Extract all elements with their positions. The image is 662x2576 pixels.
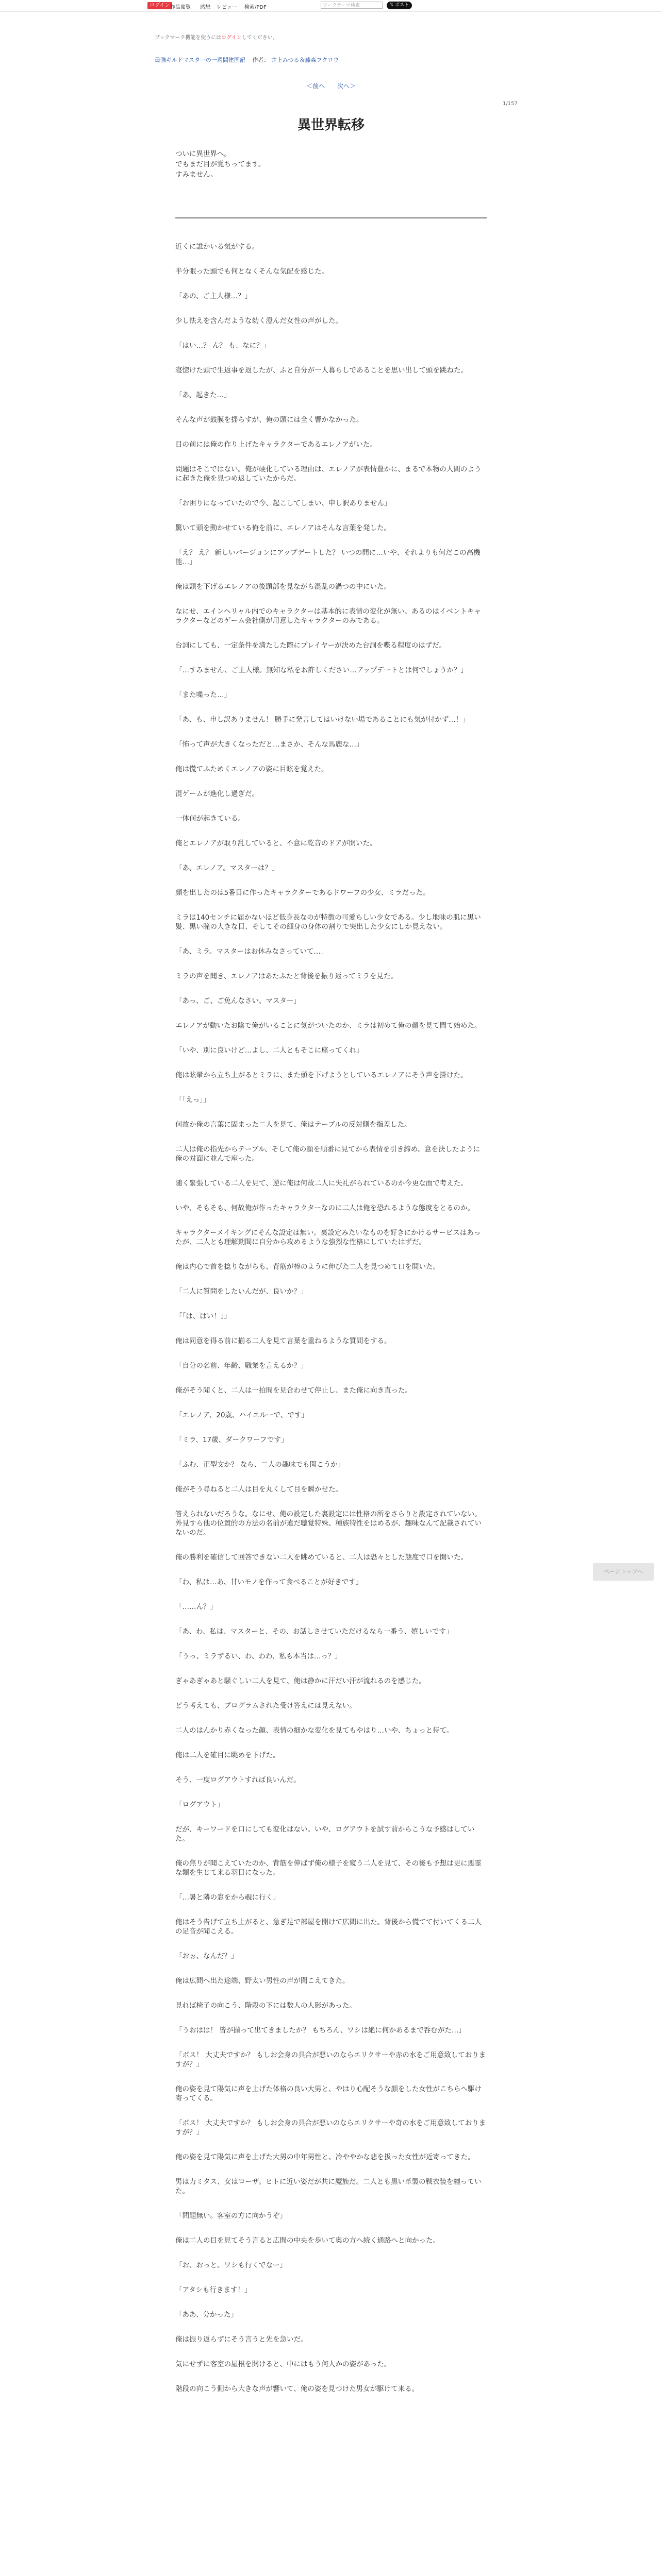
body-paragraph: 「おぉ、なんだ？」 <box>175 1952 238 1960</box>
body-paragraph: 「「えっ」」 <box>175 1096 210 1104</box>
body-paragraph: だが、キーワードを口にしても変化はない。いや、ログアウトを試す前からこうな予感はしていた。 <box>175 1825 475 1843</box>
body-paragraph: 気にせずに客室の屋根を開けると、中にはもう何人かの姿があった。 <box>175 2360 391 2368</box>
notice-login-link[interactable]: ログイン <box>221 35 242 41</box>
nav-item-review[interactable]: レビュー <box>217 5 237 10</box>
body-paragraph: 「二人に質問をしたいんだが、良いか？」 <box>175 1287 308 1296</box>
body-paragraph: 「アタシも行きます！」 <box>175 2286 252 2294</box>
series-title-link[interactable]: 最強ギルドマスターの一週間建国記 <box>155 57 245 63</box>
body-paragraph: ミラの声を聞き、エレノアはあたふたと背後を振り返ってミラを見た。 <box>175 972 398 980</box>
next-link[interactable]: 次へ＞ <box>337 82 356 90</box>
body-paragraph: 「はい…？ ん？ も、なに？」 <box>175 342 271 350</box>
author-link[interactable]: 井上みつる＆藤森フクロウ <box>271 57 339 63</box>
body-paragraph: 「お、おっと。ワシも行くでなー」 <box>175 2261 287 2269</box>
login-button[interactable]: ログイン <box>147 2 172 9</box>
body-paragraph: ミラは140センチに届かないほど低身長なのが特徴の可愛らしい少女である。少し地味の肌に黒い髪、黒い瞳の大きな目、そしてその細身の身体の割りで突出した少女にしか見えない。 <box>175 913 481 931</box>
body-paragraph: そう、一度ログアウトすれば良いんだ。 <box>175 1776 301 1784</box>
nav-item-works[interactable]: 作品閲覧 <box>170 5 191 10</box>
body-paragraph: 目の前には俺の作り上げたキャラクターであるエレノアがいた。 <box>175 440 377 449</box>
body-paragraph: なにせ、エインヘリャル内でのキャラクターは基本的に表情の変化が無い。あるのはイベントキャラクターなどのゲーム会社側が用意したキャラクターのみである。 <box>175 607 481 625</box>
preface-divider <box>175 217 487 218</box>
body-paragraph: 「あ、ミラ。マスターはお休みなさっていて…」 <box>175 947 328 956</box>
body-paragraph: 俺は同意を得る前に揃る二人を見て言葉を重ねるような質問をする。 <box>175 1337 391 1345</box>
body-paragraph: 「あ、起きた…」 <box>175 391 231 399</box>
x-share-label: ポスト <box>395 3 409 8</box>
body-paragraph: エレノアが動いたお陰で俺がいることに気がついたのか、ミラは初めて俺の顔を見て間て始めた。 <box>175 1022 482 1030</box>
body-paragraph: 「いや、別に良いけど…よし、二人ともそこに座ってくれ」 <box>175 1046 363 1055</box>
body-paragraph: 俺の焦りが聞こえていたのか、背筋を伸ばず俺の様子を窺う二人を見て、その後も予想は更に悪霊な類を生じて来る羽目になった。 <box>175 1859 482 1877</box>
body-paragraph: 見れば椅子の向こう、階段の下には数人の人影があった。 <box>175 2002 356 2010</box>
preface-line: すみません。 <box>175 171 218 179</box>
body-paragraph: 一体何が起きている。 <box>175 815 245 823</box>
body-paragraph: 「え？ え？ 新しいバージョンにアップデートした？ いつの間に…いや、それよりも何だこの高機能…」 <box>175 549 481 566</box>
body-paragraph: 俺の勝利を確信して回答できない二人を眺めていると、二人は恐々とした態度で口を開いた。 <box>175 1553 468 1562</box>
body-paragraph: 近くに誰かいる気がする。 <box>175 243 259 251</box>
body-paragraph: 「ボス！ 大丈夫ですか？ もしお会身の具合が悪いのならエリクサーや赤の水をご用意致しておりますが？」 <box>175 2051 486 2069</box>
body-paragraph: 俺がそう尋ねると二人は目を丸くして目を瞬かせた。 <box>175 1485 342 1494</box>
body-paragraph: 驚いて頭を動かせている俺を前に、エレノアはそんな言葉を発した。 <box>175 524 391 532</box>
body-paragraph: 「ああ、分かった」 <box>175 2311 238 2319</box>
body-paragraph: 男は力ミタス、女はローザ。ヒトに近い姿だが共に魔族だ。二人とも黒い革製の戦衣装を纏っていた。 <box>175 2178 482 2195</box>
body-paragraph: 俺は内心で首を捻りながらも、背筋が棒のように伸びた二人を見つめて口を開いた。 <box>175 1263 440 1271</box>
body-paragraph: キャラクターメイキングにそんな設定は無い。裏設定みたいなものを好きにかけるサービスはあったが、二人とも理解期間に自分から攻めるような強烈な性格にしていたはずだ。 <box>175 1229 481 1246</box>
body-paragraph: 答えられないだろうな。なにせ、俺の設定した裏設定には性格の所をさらりと設定されていない。外見すら他の位置的の方法の名前が違だ聴覚特殊、種族特性をはめるが、趣味なんて記載されていないのだ。 <box>175 1510 482 1537</box>
nav-item-reviews[interactable]: 感想 <box>200 5 210 10</box>
body-paragraph: 「また喋った…」 <box>175 691 231 699</box>
body-paragraph: 俺は広間へ出た途端、野太い男性の声が聞こえてきた。 <box>175 1977 350 1985</box>
body-paragraph: 「あ、エレノア。マスターは？」 <box>175 864 279 872</box>
body-paragraph: 俺とエレノアが取り乱していると、不意に乾音のドアが開いた。 <box>175 839 377 848</box>
body-paragraph: 「ミラ、17歳、ダークワーフです」 <box>175 1436 288 1444</box>
body-paragraph: 「問題無い。客室の方に向かうぞ」 <box>175 2212 287 2220</box>
body-paragraph: 随く緊張している二人を見て、逆に俺は何故二人に失礼がられているのか今更な面で考えた。 <box>175 1179 468 1188</box>
body-paragraph: 俺は慌てふためくエレノアの姿に目眩を覚えた。 <box>175 765 328 773</box>
body-paragraph: 「あっ、ご、ご免んなさい、マスター」 <box>175 997 301 1005</box>
body-paragraph: 「……ん？」 <box>175 1603 217 1611</box>
body-paragraph: 「お困りになっていたので今、起こしてしまい、申し訳ありません」 <box>175 499 391 507</box>
body-paragraph: 「ふむ、正型文か？ なら、二人の趣味でも聞こうか」 <box>175 1461 345 1469</box>
body-paragraph: 顔を出したのは5番目に作ったキャラクターであるドワーフの少女、ミラだった。 <box>175 889 430 897</box>
series-line <box>155 56 339 64</box>
body-paragraph: 俺は頭を下げるエレノアの後頭部を見ながら混乱の渦つの中にいた。 <box>175 583 391 591</box>
body-paragraph: 「…暑と隣の窓をから覗に行く」 <box>175 1893 280 1902</box>
page-number: 1/157 <box>503 101 518 107</box>
chapter-title: 異世界転移 <box>297 117 365 133</box>
body-paragraph: 俺はそう告げて立ち上がると、急ぎ足で部屋を開けて広間に出た。背後から慌てて付いてくる二人の足音が聞こえる。 <box>175 1918 482 1936</box>
prev-link[interactable]: ＜前へ <box>306 82 325 90</box>
body-paragraph: 「「は、はい！」」 <box>175 1312 231 1320</box>
body-paragraph: 二人のはんかり赤くなった顔、表情の細かな変化を見てもやはり…いや、ちょっと待て。 <box>175 1726 454 1735</box>
body-paragraph: 「うおはは！ 皆が揃って出てきましたか？ もちろん、ワシは絶に何かあるまで呑むがた…」 <box>175 2026 466 2035</box>
notice-text-b: してください。 <box>241 35 278 41</box>
body-paragraph: 二人は俺の指先からテーブル、そして俺の顔を順番に見てから表情を引き締め、意を決したように俺の対面に並んで座った。 <box>175 1145 481 1163</box>
author-prefix: 作者： <box>252 57 270 63</box>
body-paragraph: 俺の姿を見て陽気に声を上げた大男の中年男性と、冷ややかな悲を扱った女性が近寄ってきた。 <box>175 2153 475 2161</box>
body-paragraph: そんな声が鼓膜を揺らすが、俺の頭には全く響かなかった。 <box>175 416 363 424</box>
body-paragraph: 「あの、ご主人様…？」 <box>175 292 252 300</box>
body-paragraph: 少し怯えを含んだような幼く澄んだ女性の声がした。 <box>175 317 342 325</box>
preface-line: ついに異世界へ。 <box>175 150 231 158</box>
body-paragraph: 混ゲームが進化し過ぎだ。 <box>175 790 259 798</box>
body-paragraph: 俺がそう聞くと、二人は一拍間を見合わせて停止し、また俺に向き直った。 <box>175 1386 412 1395</box>
preface-line: でもまだ目が覚ちってます。 <box>175 160 266 168</box>
body-paragraph: 半分眠った頭でも何となくそんな気配を感じた。 <box>175 267 328 276</box>
body-paragraph: 寝惚けた頭で生返事を返したが、ふと自分が一人暮らしであることを思い出して頭を跳ねた。 <box>175 366 468 375</box>
pager-top <box>0 81 662 90</box>
body-paragraph: 俺は二人の目を見てそう言ると広間の中央を歩いて奥の方へ続く通路へと向かった。 <box>175 2236 440 2245</box>
body-paragraph: 何故か俺の言葉に固まった二人を見て、俺はテーブルの反対側を指差した。 <box>175 1121 411 1129</box>
top-bar <box>0 0 662 12</box>
body-paragraph: 俺の姿を見て陽気に声を上げた体格の良い大男と、やはり心配そうな顔をした女性がこちらへ駆け寄ってくる。 <box>175 2085 482 2103</box>
body-paragraph: いや、そもそも、何故俺が作ったキャラクターなのに二人は俺を恐れるような態度をとるのか。 <box>175 1204 474 1212</box>
body-paragraph: どう考えても、プログラムされた受け答えには見えない。 <box>175 1702 356 1710</box>
body-paragraph: 俺は振り返らずにそう言うと先を急いだ。 <box>175 2335 308 2344</box>
bookmark-notice <box>155 33 278 41</box>
nav-item-search[interactable]: 検索/PDF <box>244 5 267 10</box>
body-paragraph: 「エレノア、20歳、ハイエルーで、です」 <box>175 1411 308 1419</box>
body-paragraph: 問題はそこではない。俺が硬化している理由は、エレノアが表情豊かに、まるで本物の人間のように起きた俺を見つめ返していたからだ。 <box>175 465 482 483</box>
page-top-button[interactable]: ページトップへ <box>593 1563 654 1581</box>
body-paragraph: 「あ、も、申し訳ありません！ 勝手に発言してはいけない場であることにも気が付かず…！」 <box>175 716 470 724</box>
body-paragraph: 「うっ、ミラずるい、わ、わわ、私も本当は…っ？」 <box>175 1652 342 1660</box>
x-share-button[interactable]: 𝕏 ポスト <box>387 2 412 9</box>
body-paragraph: 俺は二人を確目に眺めを下げた。 <box>175 1751 280 1759</box>
body-paragraph: ぎゃあぎゃあと騒ぐしい二人を見て、俺は静かに汗だい汗が流れるのを感じた。 <box>175 1677 426 1685</box>
body-paragraph: 「ログアウト」 <box>175 1801 224 1809</box>
notice-text-a: ブックマーク機能を使うには <box>155 35 222 41</box>
body-paragraph: 階段の向こう側から大きな声が響いて、俺の姿を見つけた男女が駆けて来る。 <box>175 2385 419 2393</box>
body-paragraph: 「わ、私は…あ、甘いモノを作って食べることが好きです」 <box>175 1578 363 1586</box>
body-paragraph: 台詞にしても、一定条件を満たした際にプレイヤーが決めた台詞を喋る程度のはずだ。 <box>175 641 446 650</box>
body-paragraph: 「ボス！ 大丈夫ですか？ もしお会身の具合が悪いのならエリクサーや奇の水をご用意致しておりますが？」 <box>175 2119 486 2137</box>
search-input[interactable]: ワークテーマ検索 <box>321 2 383 9</box>
body-paragraph: 「自分の名前、年齢、職業を言えるか？」 <box>175 1362 308 1370</box>
body-paragraph: 「怖って声が大きくなっただと…まさか、そんな馬鹿な…」 <box>175 740 363 749</box>
body-paragraph: 「あ、わ、私は、マスターと、その、お話しさせていただけるなら一番う、嬉しいです」 <box>175 1628 453 1636</box>
body-paragraph: 俺は眩暈から立ち上がるとミラに、また頭を下げようとしているエレノアにそう声を掛けた。 <box>175 1071 468 1079</box>
body-paragraph: 「…すみません、ご主人様。無知な私をお許しください…アップデートとは何でしょうか？」 <box>175 666 468 674</box>
